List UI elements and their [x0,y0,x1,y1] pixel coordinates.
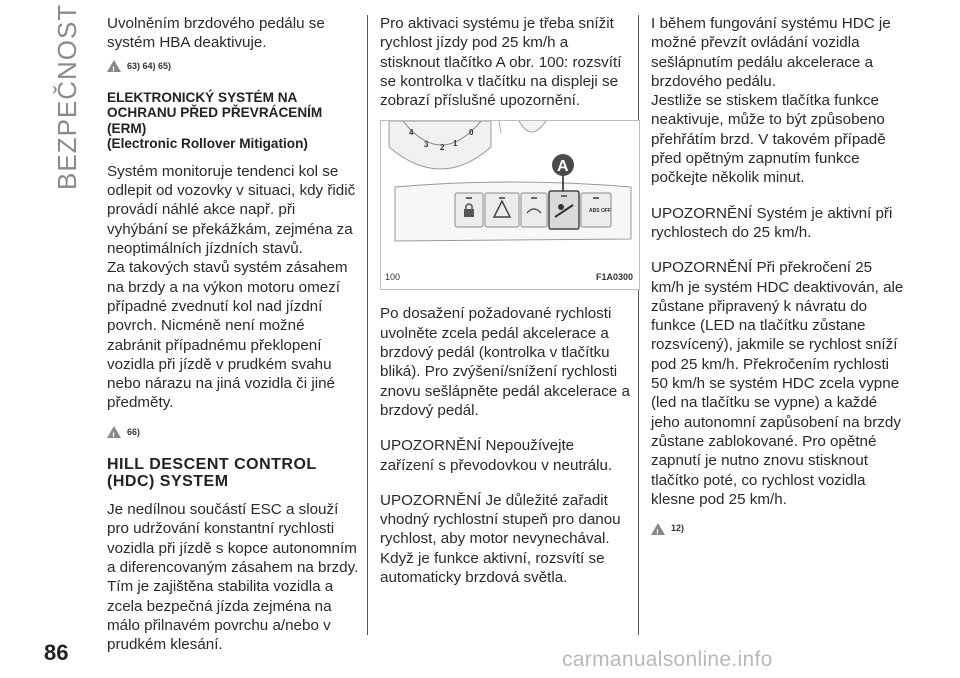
dial-number: 3 [424,140,429,150]
led-indicator [561,195,567,197]
erm-subtitle: (Electronic Rollover Mitigation) [107,136,308,152]
figure-code: F1A0300 [595,272,633,283]
erm-paragraph-2: Za takových stavů systém zásahem na brzdy a na výkon motoru omezí případné zvednutí kol nad jízdní povrch. Nicméně není možné zabránit případnému překlopení vozidla při jízdě v prudkém svahu nebo nárazu na jiná vozidla či jiné předměty. [107,259,348,412]
dial-number: 0 [469,128,474,138]
override-paragraph: I během fungování systému HDC je možné převzít ovládání vozidla sešlápnutím pedálu akcelerace a brzdového pedálu. [651,15,891,90]
warning-ref-text: 12) [671,523,685,534]
led-indicator [466,197,472,199]
erm-paragraph-1: Systém monitoruje tendenci kol se odlepit od vozovky v situaci, kdy řidič provádí náhlé akce např. při vyhýbání se překážkám, zejména za neoptimálních jízdních stavů. [107,162,356,258]
figure-100 [380,120,640,290]
hba-paragraph: Uvolněním brzdového pedálu se systém HBA deaktivuje. [107,15,325,52]
column-divider-2 [638,15,639,635]
dashboard-button-illustration [381,121,639,289]
warning-triangle-icon [107,426,121,438]
callout-a-label: A [557,158,569,176]
led-indicator [593,197,599,199]
dial-number: 2 [440,143,445,153]
dial-number: 1 [453,139,458,149]
abs-off-label: ABS OFF [589,208,611,215]
led-indicator [499,197,505,199]
section-side-title-text: BEZPEČNOST [52,3,82,190]
column-divider-1 [367,15,368,635]
page-number: 86 [44,640,69,665]
column-2 [380,14,632,587]
erm-title: ELEKTRONICKÝ SYSTÉM NA OCHRANU PŘED PŘEVRÁCENÍM (ERM) [107,89,323,136]
figure-number: 100 [385,272,401,283]
active-speed-warning: UPOZORNĚNÍ Systém je aktivní při rychlostech do 25 km/h. [651,204,893,241]
activation-paragraph: Pro aktivaci systému je třeba snížit rychlost jízdy pod 25 km/h a stisknout tlačítko A obr. 100: rozsvítí se kontrolka v tlačítku na displeji se zobrazí příslušné upozornění. [380,15,622,110]
fan-knob [519,121,546,132]
neutral-warning: UPOZORNĚNÍ Nepoužívejte zařízení s převodovkou v neutrálu. [380,437,613,474]
gear-warning: UPOZORNĚNÍ Je důležité zařadit vhodný rychlostní stupeň pro danou rychlost, aby motor nevynechával. Když je funkce aktivní, rozsvítí se automaticky brzdová světla. [380,491,621,587]
overheat-paragraph: Jestliže se stiskem tlačítka funkce neaktivuje, může to být způsobeno přehřátím brzd. V takovém případě před opětným zapnutím funkce počkejte několik minut. [651,92,886,187]
warning-ref-3 [651,519,907,538]
column-1 [107,14,359,654]
watermark: carmanualsonline.info [562,648,773,671]
warning-ref-text: 66) [127,426,141,437]
warning-ref-1 [107,57,359,76]
hdc-paragraph: Je nedílnou součástí ESC a slouží pro udržování konstantní rychlosti vozidla při jízdě s kopce autonomním a diferencovaným zásahem na brzdy. Tím je zajištěna stabilita vozidla a zcela bezpečná jízda zejména na málo přilnavém povrchu a/nebo v prudkém klesání. [107,501,359,654]
hill-descent-icon-car [558,204,564,210]
speed-paragraph: Po dosažení požadované rychlosti uvolněte zcela pedál akcelerace a brzdový pedál (kontrolka v tlačítku bliká). Pro zvýšení/snížení rychlosti znovu sešlápněte pedál akcelerace a brzdový pedál. [380,305,630,419]
led-indicator [531,197,537,199]
panel-seam [499,121,501,133]
warning-ref-2 [107,423,359,442]
warning-triangle-icon [107,60,121,72]
erm-heading [107,90,359,152]
column-3 [651,14,907,552]
section-side-title [52,3,82,190]
warning-triangle-icon [651,523,665,535]
lock-icon [464,209,474,217]
deactivation-warning: UPOZORNĚNÍ Při překročení 25 km/h je systém HDC deaktivován, ale zůstane připravený k návratu do funkce (LED na tlačítku zůstane rozsvícený), jakmile se rychlost sníží pod 25 km/h. Překročením rychlosti 50 km/h se systém HDC zcela vypne (led na tlačítku se vypne) a každé jeho autonomní zapůsobení na brzdy zůstane zablokované. Pro opětné zapnutí je nutno znovu stisknout tlačítko poté, co rychlost vozidla klesne pod 25 km/h. [651,259,904,508]
warning-ref-text: 63) 64) 65) [127,60,172,71]
dial-number: 4 [409,128,414,138]
hdc-heading: HILL DESCENT CONTROL (HDC) SYSTEM [107,456,317,491]
